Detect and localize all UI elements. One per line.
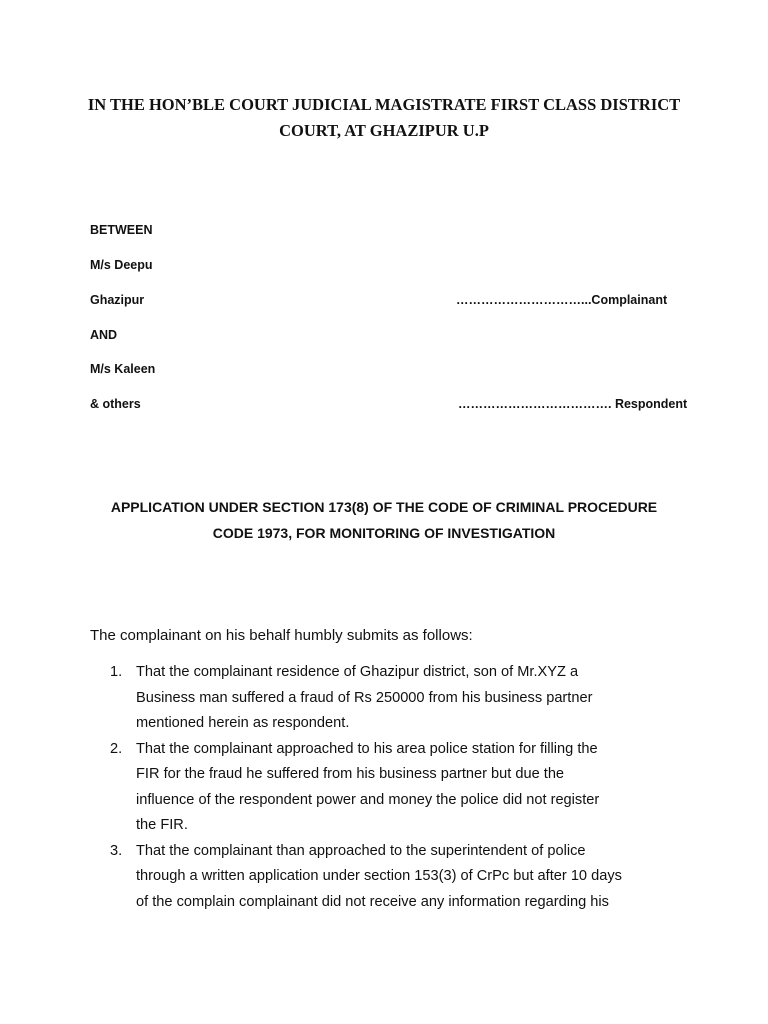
court-title-line-2: COURT, AT GHAZIPUR U.P [279, 121, 489, 140]
complainant-place: Ghazipur [90, 293, 145, 307]
court-title [60, 92, 708, 144]
between-label: BETWEEN [90, 223, 153, 237]
complainant-name: M/s Deepu [90, 258, 153, 272]
text-line: through a written application under section 153(3) of CrPc but after 10 days [136, 868, 622, 884]
text-line: influence of the respondent power and money the police did not register [136, 791, 600, 808]
text-line: That the complainant approached to his area police station for filling the [136, 740, 598, 757]
list-item-text [136, 737, 700, 839]
text-line: FIR for the fraud he suffered from his business partner but due the [136, 766, 565, 782]
text-line: That the complainant than approached to the superintendent of police [136, 842, 586, 859]
respondent-name: M/s Kaleen [90, 362, 156, 376]
list-item-text [136, 660, 700, 737]
application-title-line-2: CODE 1973, FOR MONITORING OF INVESTIGATION [212, 525, 556, 541]
list-item-number: 1. [110, 664, 123, 680]
court-title-line-1: IN THE HON’BLE COURT JUDICIAL MAGISTRATE FIRST CLASS DISTRICT [87, 95, 681, 114]
complainant-role: …………………………...Complainant [456, 293, 668, 307]
list-item-text [136, 839, 700, 916]
respondent-role: ………………………………. Respondent [458, 397, 688, 411]
list-item [110, 737, 700, 839]
list-item-number: 3. [110, 842, 123, 859]
text-line: of the complain complainant did not receive any information regarding his [136, 893, 609, 910]
submission-list [110, 660, 700, 915]
text-line: the FIR. [136, 817, 188, 833]
application-title-line-1: APPLICATION UNDER SECTION 173(8) OF THE CODE OF CRIMINAL PROCEDURE [110, 499, 658, 515]
list-item-number: 2. [110, 740, 123, 757]
and-label: AND [90, 328, 118, 342]
text-line: Business man suffered a fraud of Rs 250000 from his business partner [136, 689, 593, 706]
list-item [110, 660, 700, 737]
list-item [110, 839, 700, 916]
intro-paragraph: The complainant on his behalf humbly submits as follows: [90, 627, 473, 644]
text-line: mentioned herein as respondent. [136, 715, 350, 731]
respondent-others: & others [90, 397, 141, 411]
application-title [60, 494, 708, 546]
text-line: That the complainant residence of Ghazipur district, son of Mr.XYZ a [136, 664, 579, 680]
